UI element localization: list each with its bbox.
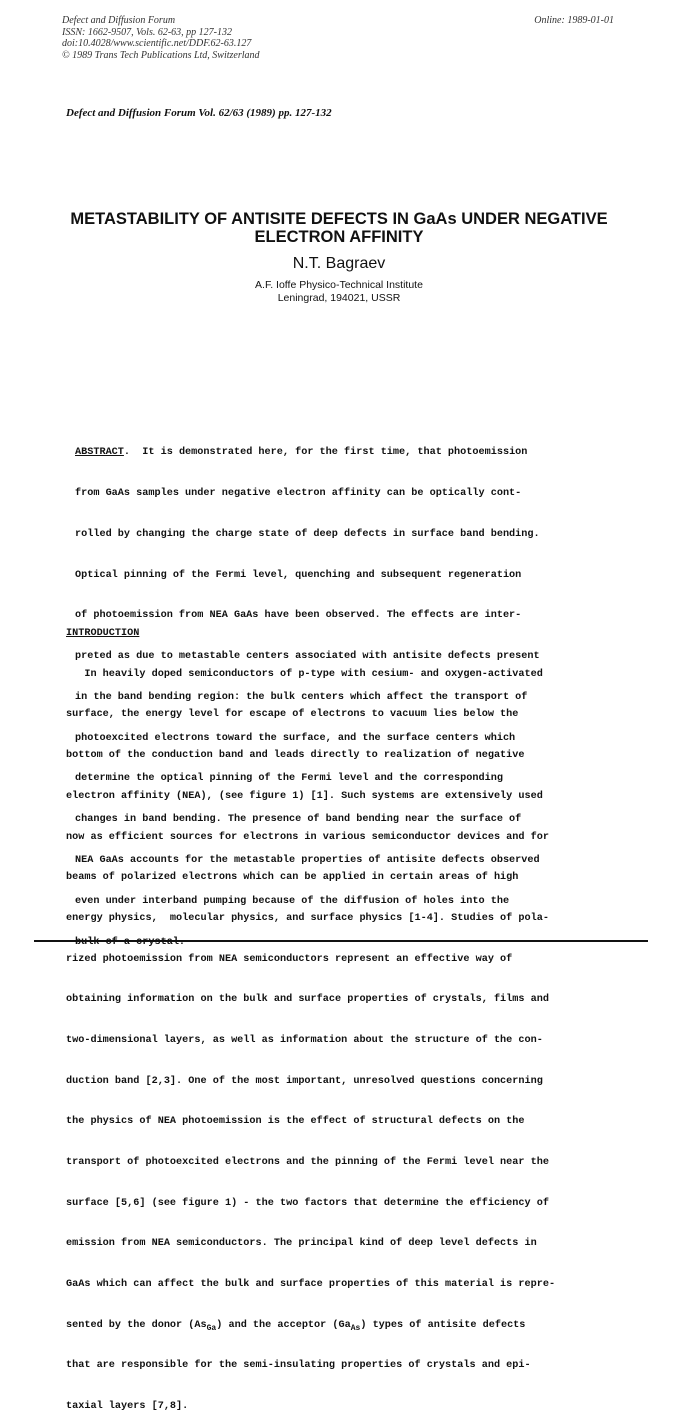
paper-title	[40, 210, 638, 246]
introduction-line: rized photoemission from NEA semiconductors represent an effective way of	[66, 953, 513, 965]
online-date: Online: 1989-01-01	[534, 15, 614, 26]
abstract-line: of photoemission from NEA GaAs have been observed. The effects are inter-	[75, 610, 522, 622]
title-line: METASTABILITY OF ANTISITE DEFECTS IN GaAs UNDER NEGATIVE	[70, 210, 608, 228]
abstract-line: NEA GaAs accounts for the metastable properties of antisite defects observed	[75, 855, 540, 866]
affiliation-institute: A.F. Ioffe Physico-Technical Institute	[255, 279, 423, 291]
abstract-line: photoexcited electrons toward the surface, and the surface centers which	[75, 732, 516, 744]
abstract-line: Optical pinning of the Fermi level, quenching and subsequent regeneration	[75, 569, 522, 581]
abstract-line: in the band bending region: the bulk centers which affect the transport of	[75, 691, 528, 703]
introduction-line: taxial layers [7,8].	[66, 1401, 189, 1413]
introduction-line: beams of polarized electrons which can be applied in certain areas of high	[66, 872, 519, 884]
introduction-line: duction band [2,3]. One of the most important, unresolved questions concerning	[66, 1075, 543, 1087]
abstract-line: changes in band bending. The presence of band bending near the surface of	[75, 814, 522, 826]
subscript-ga: Ga	[206, 1323, 217, 1333]
antisite-text-middle: ) and the acceptor (Ga	[216, 1319, 351, 1331]
introduction-heading: INTRODUCTION	[66, 628, 140, 640]
introduction-line: surface [5,6] (see figure 1) - the two factors that determine the efficiency of	[66, 1197, 549, 1209]
introduction-line: GaAs which can affect the bulk and surface properties of this material is repre-	[66, 1279, 556, 1291]
abstract-line	[75, 446, 540, 460]
author-name: N.T. Bagraev	[292, 255, 386, 272]
abstract-line: bulk of a crystal.	[75, 936, 186, 948]
subscript-as: As	[350, 1323, 361, 1333]
introduction-line: obtaining information on the bulk and surface properties of crystals, films and	[66, 994, 549, 1006]
introduction-line: now as efficient sources for electrons in various semiconductor devices and for	[66, 831, 549, 843]
introduction-line: two-dimensional layers, as well as information about the structure of the con-	[66, 1034, 543, 1046]
abstract-first-line: . It is demonstrated here, for the first time, that photoemission	[123, 447, 528, 459]
introduction-line: surface, the energy level for escape of electrons to vacuum lies below the	[66, 709, 519, 721]
introduction-line: transport of photoexcited electrons and the pinning of the Fermi level near the	[66, 1157, 549, 1169]
introduction-line: electron affinity (NEA), (see figure 1) [1]. Such systems are extensively used	[66, 790, 543, 802]
abstract-line: even under interband pumping because of the diffusion of holes into the	[75, 895, 510, 907]
title-line: ELECTRON AFFINITY	[254, 228, 424, 246]
abstract-line: from GaAs samples under negative electron affinity can be optically cont-	[75, 487, 522, 499]
introduction-line: energy physics, molecular physics, and surface physics [1-4]. Studies of pola-	[66, 912, 549, 924]
doi-line: doi:10.4028/www.scientific.net/DDF.62-63.127	[62, 38, 252, 49]
introduction-line: bottom of the conduction band and leads directly to realization of negative	[66, 750, 525, 762]
abstract-line: rolled by changing the charge state of deep defects in surface band bending.	[75, 528, 540, 540]
footer-divider	[34, 940, 648, 942]
introduction-line: emission from NEA semiconductors. The principal kind of deep level defects in	[66, 1238, 537, 1250]
introduction-line: In heavily doped semiconductors of p-type with cesium- and oxygen-activated	[66, 668, 543, 680]
copyright-line: © 1989 Trans Tech Publications Ltd, Switzerland	[62, 49, 260, 61]
journal-reference: Defect and Diffusion Forum Vol. 62/63 (1989) pp. 127-132	[66, 107, 332, 119]
antisite-text-after: ) types of antisite defects	[360, 1319, 526, 1331]
antisite-defects-line	[66, 1319, 555, 1333]
abstract-line: preted as due to metastable centers associated with antisite defects present	[75, 651, 540, 663]
issn-line: ISSN: 1662-9507, Vols. 62-63, pp 127-132	[62, 26, 232, 38]
publication-metadata	[62, 15, 260, 61]
introduction-line: that are responsible for the semi-insulating properties of crystals and epi-	[66, 1360, 531, 1372]
introduction-line: the physics of NEA photoemission is the effect of structural defects on the	[66, 1116, 525, 1128]
introduction-section	[66, 600, 555, 1427]
antisite-text-before: sented by the donor (As	[66, 1319, 207, 1331]
affiliation-city: Leningrad, 194021, USSR	[277, 292, 401, 304]
abstract-label: ABSTRACT	[75, 447, 124, 459]
journal-name: Defect and Diffusion Forum	[62, 15, 176, 26]
abstract-line: determine the optical pinning of the Fermi level and the corresponding	[75, 773, 503, 785]
